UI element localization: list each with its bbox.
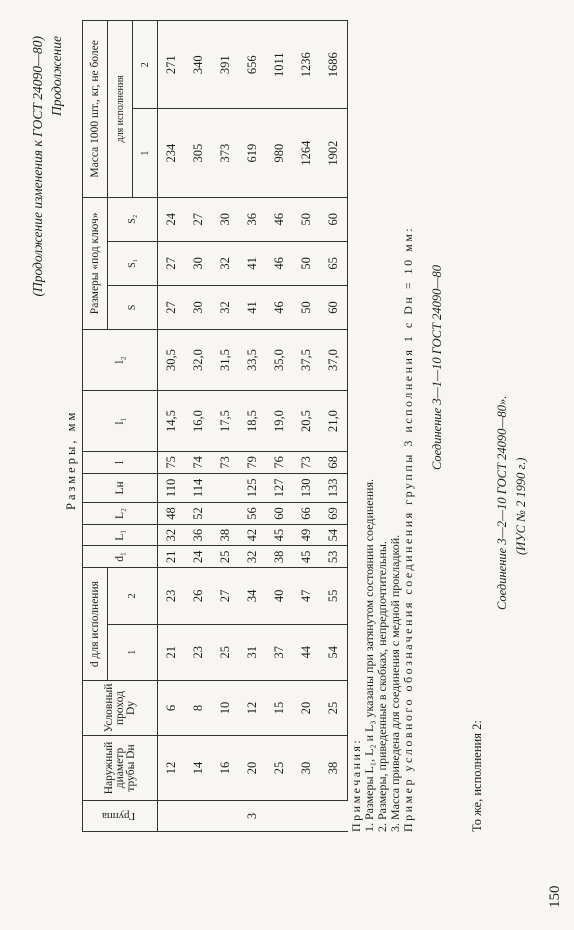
- cell-dy: 10: [212, 681, 239, 736]
- wrench-header: Размеры «под ключ»: [83, 197, 108, 329]
- col-l1: l₁: [83, 391, 158, 452]
- cell-dy: 25: [320, 681, 348, 736]
- ius-reference: (ИУС № 2 1990 г.): [514, 457, 528, 555]
- table-body: [158, 21, 348, 832]
- cell-dd1: 25: [212, 546, 239, 568]
- cell-m1: 373: [212, 109, 239, 197]
- table-row: [320, 21, 348, 832]
- cell-L2: 56: [239, 503, 266, 525]
- cell-l2: 31,5: [212, 330, 239, 391]
- col-Ln: Lн: [83, 473, 158, 502]
- cell-S1: 46: [266, 241, 293, 285]
- d-header: d для исполнения: [83, 568, 108, 681]
- cell-m1: 305: [185, 109, 212, 197]
- cell-S2: 27: [185, 197, 212, 241]
- notes-title: Примечания:: [349, 737, 363, 832]
- cell-dy: 12: [239, 681, 266, 736]
- connection-2: Соединение 3—2—10 ГОСТ 24090—80».: [495, 395, 509, 610]
- cell-S: 50: [293, 285, 320, 329]
- cell-d2: 55: [320, 568, 348, 624]
- cell-l2: 37,0: [320, 330, 348, 391]
- cell-S: 27: [158, 285, 186, 329]
- cell-d2: 26: [185, 568, 212, 624]
- cell-l2: 30,5: [158, 330, 186, 391]
- cell-S: 30: [185, 285, 212, 329]
- cell-S2: 24: [158, 197, 186, 241]
- cell-L1: 45: [266, 524, 293, 546]
- cell-l: 68: [320, 452, 348, 474]
- cell-l2: 35,0: [266, 330, 293, 391]
- col-l2: l₂: [83, 330, 158, 391]
- cell-S: 32: [212, 285, 239, 329]
- cell-d1: 37: [266, 624, 293, 680]
- cell-S1: 27: [158, 241, 186, 285]
- table-row: [293, 21, 320, 832]
- cell-l1: 17,5: [212, 391, 239, 452]
- outer-diameter-header: Наружный диаметр трубы Dн: [83, 736, 158, 801]
- col-d-2: 2: [108, 568, 158, 624]
- cell-m1: 619: [239, 109, 266, 197]
- cell-m2: 340: [185, 21, 212, 109]
- cell-L1: 49: [293, 524, 320, 546]
- same-as-label: То же, исполнения 2:: [470, 720, 484, 832]
- cell-S: 41: [239, 285, 266, 329]
- dimensions-table: [82, 20, 348, 832]
- cell-dd1: 32: [239, 546, 266, 568]
- note-3: 3. Масса приведена для соединения с медной прокладкой.: [388, 534, 402, 832]
- cell-Ln: 110: [158, 473, 186, 502]
- cell-d1: 25: [212, 624, 239, 680]
- col-L2: L₂: [83, 503, 158, 525]
- cell-l1: 19,0: [266, 391, 293, 452]
- cell-L2: 48: [158, 503, 186, 525]
- cell-L1: 42: [239, 524, 266, 546]
- cell-L1: 54: [320, 524, 348, 546]
- group-cell: 3: [158, 801, 348, 832]
- cell-l1: 16,0: [185, 391, 212, 452]
- cell-dy: 20: [293, 681, 320, 736]
- table-row: [239, 21, 266, 832]
- cell-d1: 44: [293, 624, 320, 680]
- cell-m1: 234: [158, 109, 186, 197]
- col-S1: S₁: [108, 241, 158, 285]
- cell-d1: 21: [158, 624, 186, 680]
- cell-l2: 33,5: [239, 330, 266, 391]
- header-line-1: (Продолжение изменения к ГОСТ 24090—80): [30, 36, 45, 297]
- col-mass-2: 2: [133, 21, 158, 109]
- nominal-bore-header: Условный проход Dу: [83, 681, 158, 736]
- table-top-label: Размеры, мм: [64, 409, 78, 510]
- cell-m2: 1236: [293, 21, 320, 109]
- col-d-1: 1: [108, 624, 158, 680]
- cell-L2: [212, 503, 239, 525]
- cell-l: 73: [293, 452, 320, 474]
- cell-S1: 50: [293, 241, 320, 285]
- table-row: [158, 21, 186, 832]
- cell-S: 46: [266, 285, 293, 329]
- note-2: 2. Размеры, приведенные в скобках, непредпочтительны.: [375, 541, 389, 832]
- note-1: 1. Размеры L₁, L₂ и L₃ указаны при затянутом состоянии соединения.: [362, 479, 376, 832]
- cell-dy: 15: [266, 681, 293, 736]
- cell-m2: 391: [212, 21, 239, 109]
- cell-dd1: 24: [185, 546, 212, 568]
- designation-example: Пример условного обозначения соединения группы 3 исполнения 1 с Dн = 10 мм:: [401, 225, 415, 832]
- cell-S1: 30: [185, 241, 212, 285]
- col-d1: d₁: [83, 546, 158, 568]
- cell-dn: 38: [320, 736, 348, 801]
- cell-dy: 6: [158, 681, 186, 736]
- cell-dn: 25: [266, 736, 293, 801]
- cell-S2: 50: [293, 197, 320, 241]
- cell-dn: 30: [293, 736, 320, 801]
- cell-dn: 20: [239, 736, 266, 801]
- cell-d1: 54: [320, 624, 348, 680]
- cell-Ln: 114: [185, 473, 212, 502]
- cell-L2: 69: [320, 503, 348, 525]
- cell-S: 60: [320, 285, 348, 329]
- cell-S2: 60: [320, 197, 348, 241]
- cell-d2: 40: [266, 568, 293, 624]
- table-row: [266, 21, 293, 832]
- mass-sub-header: для исполнения: [108, 21, 133, 198]
- cell-l1: 21,0: [320, 391, 348, 452]
- cell-dd1: 21: [158, 546, 186, 568]
- cell-l2: 32,0: [185, 330, 212, 391]
- notes-block: [350, 32, 415, 832]
- cell-l: 74: [185, 452, 212, 474]
- cell-m1: 1264: [293, 109, 320, 197]
- cell-m1: 980: [266, 109, 293, 197]
- cell-l1: 14,5: [158, 391, 186, 452]
- cell-l1: 20,5: [293, 391, 320, 452]
- cell-d1: 31: [239, 624, 266, 680]
- cell-S2: 46: [266, 197, 293, 241]
- cell-l1: 18,5: [239, 391, 266, 452]
- header-line-2: Продолжение: [49, 36, 64, 117]
- cell-dn: 14: [185, 736, 212, 801]
- cell-L2: 52: [185, 503, 212, 525]
- cell-d2: 23: [158, 568, 186, 624]
- cell-l: 73: [212, 452, 239, 474]
- cell-L1: 36: [185, 524, 212, 546]
- cell-dn: 12: [158, 736, 186, 801]
- table-row: [185, 21, 212, 832]
- cell-S1: 32: [212, 241, 239, 285]
- cell-m2: 1686: [320, 21, 348, 109]
- cell-l: 79: [239, 452, 266, 474]
- cell-L1: 38: [212, 524, 239, 546]
- cell-Ln: [212, 473, 239, 502]
- cell-m1: 1902: [320, 109, 348, 197]
- cell-S2: 30: [212, 197, 239, 241]
- cell-d1: 23: [185, 624, 212, 680]
- table-row: [212, 21, 239, 832]
- cell-dd1: 38: [266, 546, 293, 568]
- col-mass-1: 1: [133, 109, 158, 197]
- cell-dy: 8: [185, 681, 212, 736]
- cell-d2: 47: [293, 568, 320, 624]
- cell-S1: 41: [239, 241, 266, 285]
- cell-l2: 37,5: [293, 330, 320, 391]
- cell-L1: 32: [158, 524, 186, 546]
- group-header: Группа: [83, 801, 158, 832]
- page-header: [28, 36, 66, 297]
- col-S2: S₂: [108, 197, 158, 241]
- mass-header: Масса 1000 шт., кг, не более: [83, 21, 108, 198]
- cell-m2: 656: [239, 21, 266, 109]
- cell-Ln: 133: [320, 473, 348, 502]
- cell-d2: 27: [212, 568, 239, 624]
- col-S: S: [108, 285, 158, 329]
- cell-Ln: 125: [239, 473, 266, 502]
- cell-d2: 34: [239, 568, 266, 624]
- cell-Ln: 130: [293, 473, 320, 502]
- cell-l: 76: [266, 452, 293, 474]
- cell-L2: 60: [266, 503, 293, 525]
- cell-m2: 271: [158, 21, 186, 109]
- cell-dn: 16: [212, 736, 239, 801]
- cell-dd1: 45: [293, 546, 320, 568]
- col-l: l: [83, 452, 158, 474]
- cell-L2: 66: [293, 503, 320, 525]
- page-number: 150: [547, 885, 563, 908]
- cell-dd1: 53: [320, 546, 348, 568]
- connection-1: Соединение 3—1—10 ГОСТ 24090—80: [430, 265, 444, 470]
- cell-m2: 1011: [266, 21, 293, 109]
- col-L1: L₁: [83, 524, 158, 546]
- cell-Ln: 127: [266, 473, 293, 502]
- cell-S1: 65: [320, 241, 348, 285]
- cell-S2: 36: [239, 197, 266, 241]
- cell-l: 75: [158, 452, 186, 474]
